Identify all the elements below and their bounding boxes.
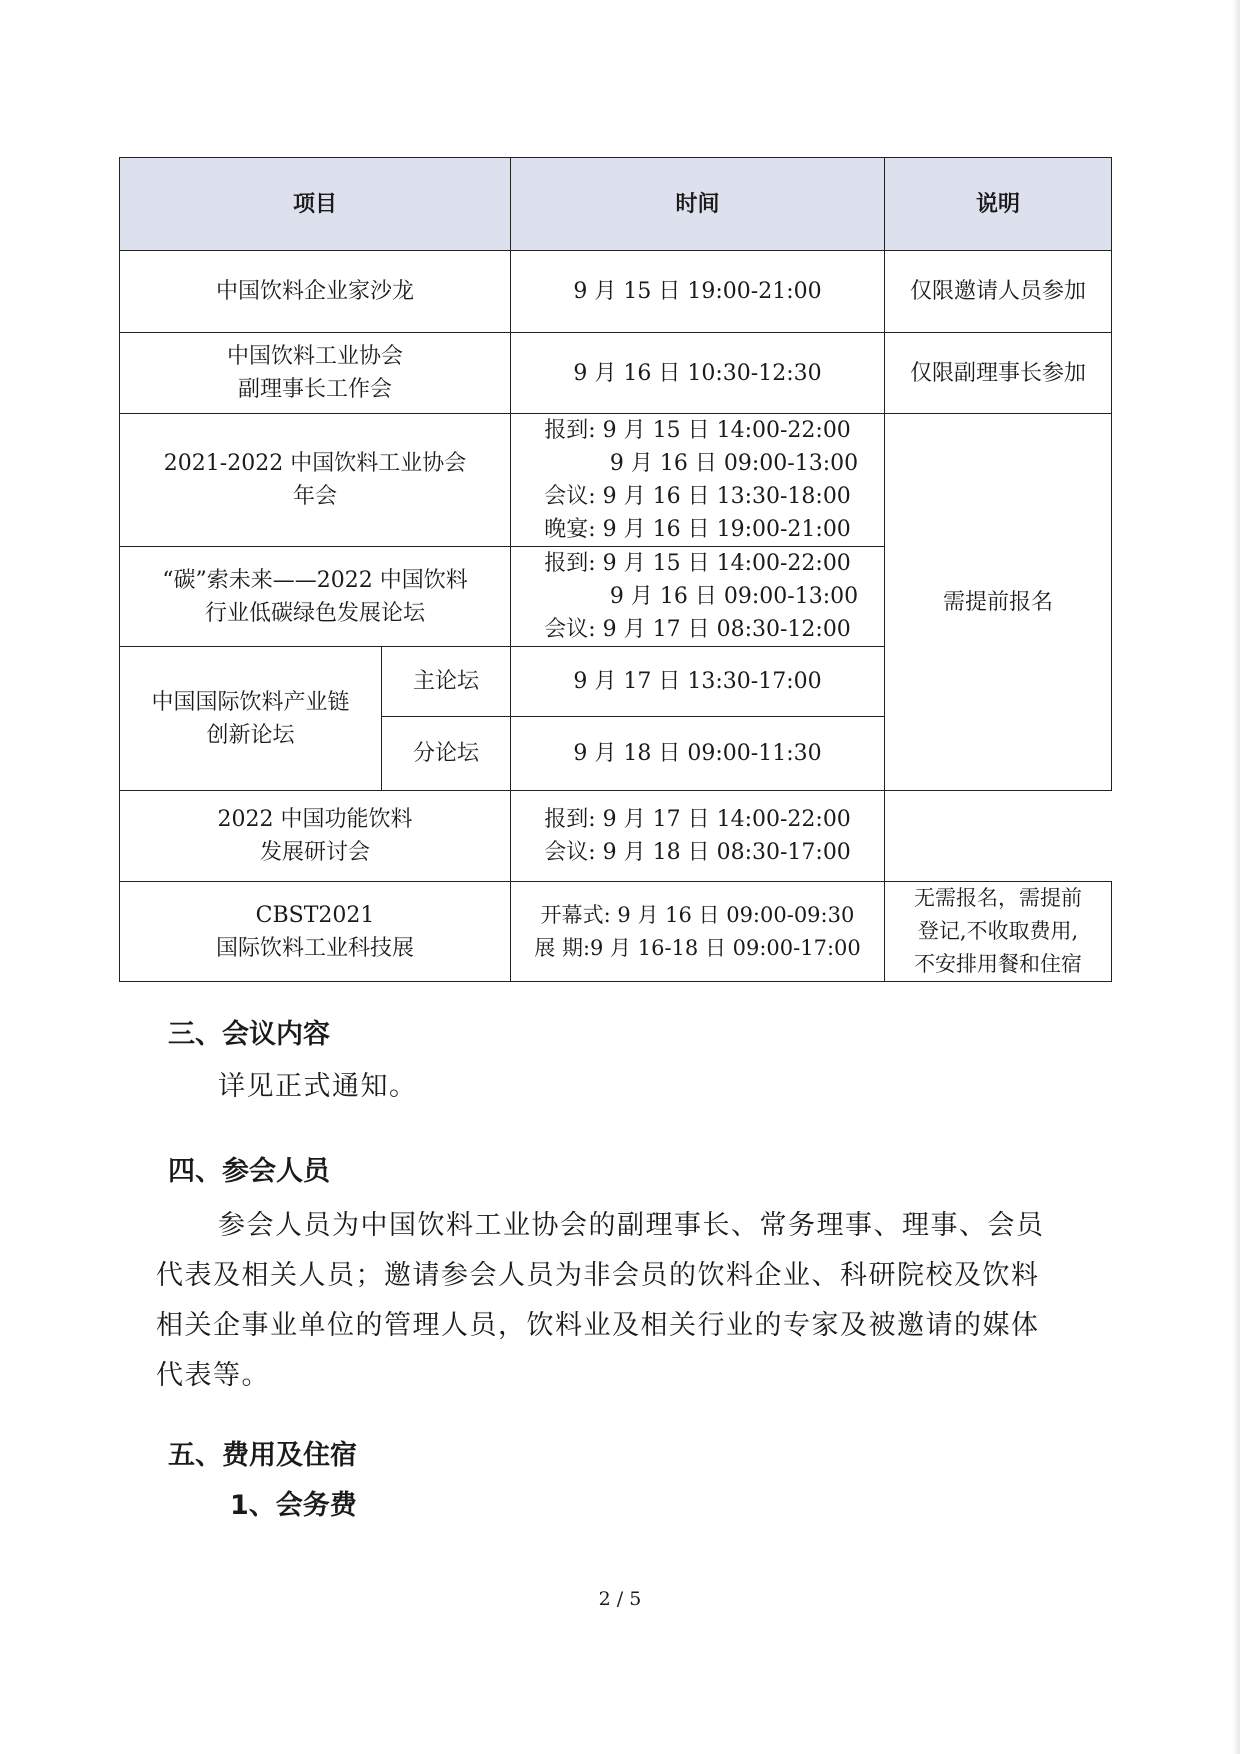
table-row bbox=[120, 414, 1112, 547]
row-time: 9 月 15 日 19:00-21:00 bbox=[511, 251, 885, 333]
section-4-line-1: 参会人员为中国饮料工业协会的副理事长、常务理事、理事、会员 bbox=[218, 1210, 1045, 1241]
sub-forum-branch: 分论坛 bbox=[382, 717, 511, 791]
section-4-line-2: 代表及相关人员；邀请参会人员为非会员的饮料企业、科研院校及饮料 bbox=[156, 1260, 1040, 1291]
table-row bbox=[120, 882, 1112, 982]
header-note: 说明 bbox=[885, 158, 1112, 251]
row-note: 无需报名，需提前 登记,不收取费用, 不安排用餐和住宿 bbox=[885, 882, 1112, 982]
row-item: CBST2021 国际饮料工业科技展 bbox=[120, 882, 511, 982]
row-time: 报到: 9 月 15 日 14:00-22:00 9 月 16 日 09:00-13:00 会议: 9 月 17 日 08:30-12:00 bbox=[511, 547, 885, 647]
row-note: 仅限邀请人员参加 bbox=[885, 251, 1112, 333]
row-item: “碳”索未来——2022 中国饮料 行业低碳绿色发展论坛 bbox=[120, 547, 511, 647]
row-item: 中国国际饮料产业链 创新论坛 bbox=[120, 647, 382, 791]
page-number: 2 / 5 bbox=[598, 1588, 642, 1610]
header-item: 项目 bbox=[120, 158, 511, 251]
section-4-line-3: 相关企事业单位的管理人员，饮料业及相关行业的专家及被邀请的媒体 bbox=[156, 1310, 1040, 1341]
row-item: 中国饮料企业家沙龙 bbox=[120, 251, 511, 333]
row-item: 中国饮料工业协会 副理事长工作会 bbox=[120, 333, 511, 414]
row-time: 报到: 9 月 15 日 14:00-22:00 9 月 16 日 09:00-13:00 会议: 9 月 16 日 13:30-18:00 晚宴: 9 月 16 日 19:00-21:00 bbox=[511, 414, 885, 547]
section-4-title: 四、参会人员 bbox=[168, 1156, 330, 1187]
page-edge bbox=[1232, 0, 1240, 1754]
schedule-table bbox=[119, 157, 1112, 982]
section-5-subtitle: 1、会务费 bbox=[230, 1490, 357, 1521]
row-note: 仅限副理事长参加 bbox=[885, 333, 1112, 414]
section-3-text: 详见正式通知。 bbox=[218, 1071, 418, 1102]
table-header-row bbox=[120, 158, 1112, 251]
row-item: 2022 中国功能饮料 发展研讨会 bbox=[120, 791, 511, 882]
table-row bbox=[120, 251, 1112, 333]
merged-note: 需提前报名 bbox=[885, 414, 1112, 791]
section-5-title: 五、费用及住宿 bbox=[168, 1440, 357, 1471]
section-4-line-4: 代表等。 bbox=[156, 1360, 270, 1391]
section-3-title: 三、会议内容 bbox=[168, 1019, 330, 1050]
row-time: 9 月 18 日 09:00-11:30 bbox=[511, 717, 885, 791]
sub-forum-main: 主论坛 bbox=[382, 647, 511, 717]
row-item: 2021-2022 中国饮料工业协会 年会 bbox=[120, 414, 511, 547]
table-row bbox=[120, 333, 1112, 414]
row-time: 开幕式: 9 月 16 日 09:00-09:30 展 期:9 月 16-18 日 09:00-17:00 bbox=[511, 882, 885, 982]
table-row bbox=[120, 791, 1112, 882]
row-time: 9 月 17 日 13:30-17:00 bbox=[511, 647, 885, 717]
row-time: 报到: 9 月 17 日 14:00-22:00 会议: 9 月 18 日 08:30-17:00 bbox=[511, 791, 885, 882]
header-time: 时间 bbox=[511, 158, 885, 251]
row-time: 9 月 16 日 10:30-12:30 bbox=[511, 333, 885, 414]
